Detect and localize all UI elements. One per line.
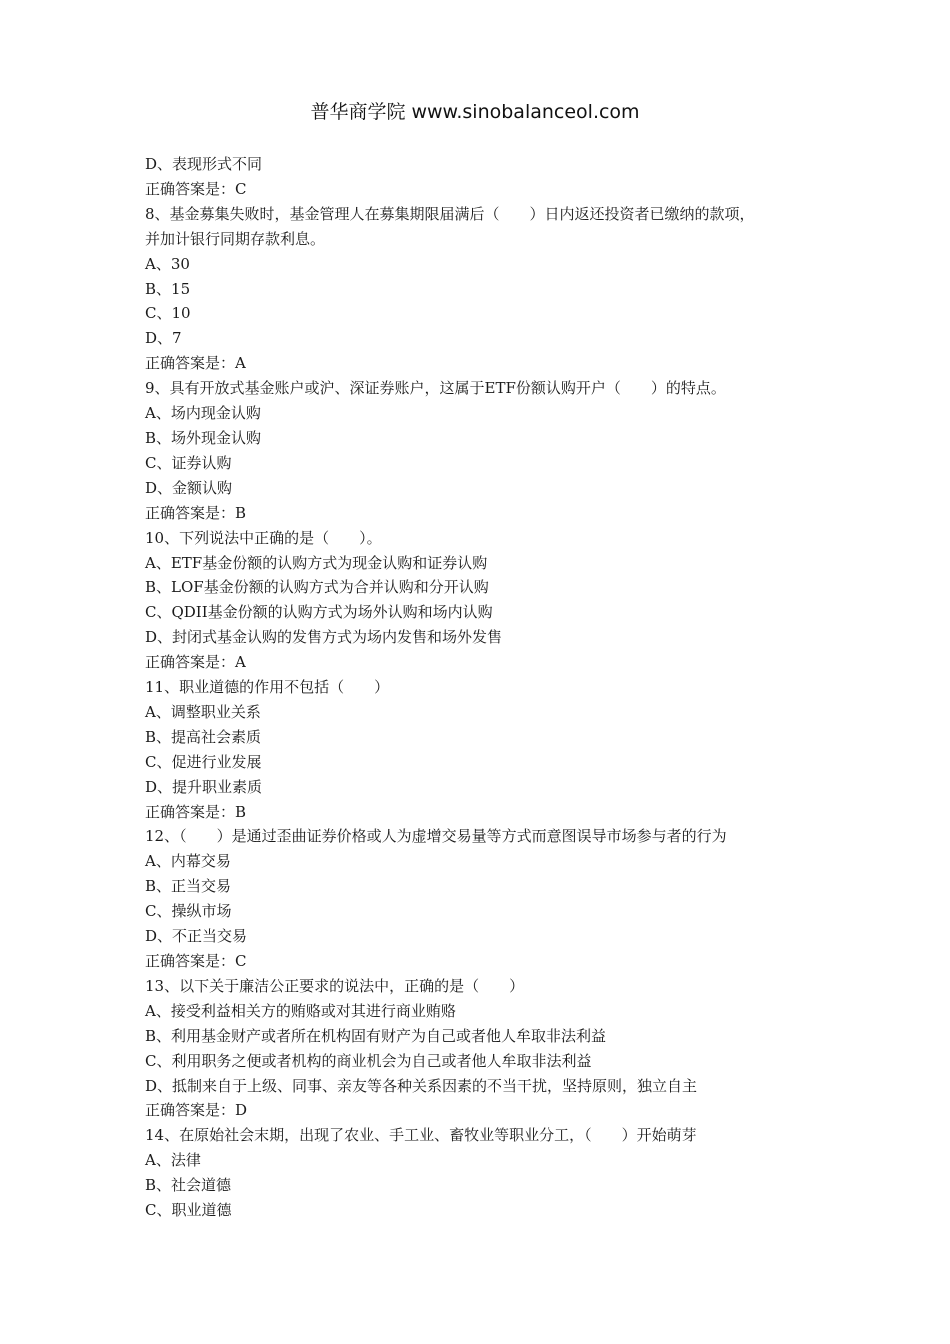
option-line: C、QDII基金份额的认购方式为场外认购和场内认购 xyxy=(145,603,493,622)
option-line: A、内幕交易 xyxy=(145,852,231,871)
option-line: D、金额认购 xyxy=(145,478,233,497)
option-line: C、10 xyxy=(145,304,191,323)
option-line: D、抵制来自于上级、同事、亲友等各种关系因素的不当干扰，坚持原则，独立自主 xyxy=(145,1076,698,1095)
option-line: B、利用基金财产或者所在机构固有财产为自己或者他人牟取非法利益 xyxy=(145,1026,607,1045)
option-line: A、调整职业关系 xyxy=(145,702,261,721)
option-line: A、ETF基金份额的认购方式为现金认购和证券认购 xyxy=(145,553,488,572)
answer-line: 正确答案是：C xyxy=(145,179,247,198)
question-line: 11、职业道德的作用不包括（ ） xyxy=(145,678,390,697)
option-line: A、30 xyxy=(145,254,190,273)
answer-line: 正确答案是：B xyxy=(145,802,247,821)
text-line: D、表现形式不同 xyxy=(145,155,263,173)
question-line: 14、在原始社会末期，出现了农业、手工业、畜牧业等职业分工，（ ）开始萌芽 xyxy=(145,1126,697,1145)
answer-line: 正确答案是：D xyxy=(145,1101,248,1120)
question-line: 并加计银行同期存款利息。 xyxy=(145,229,326,248)
option-line: B、提高社会素质 xyxy=(145,727,262,746)
option-line: D、不正当交易 xyxy=(145,927,248,946)
option-line: D、封闭式基金认购的发售方式为场内发售和场外发售 xyxy=(145,628,503,647)
question-line: 10、下列说法中正确的是（ ）。 xyxy=(145,528,382,547)
option-line: C、职业道德 xyxy=(145,1201,232,1220)
option-line: B、场外现金认购 xyxy=(145,428,262,447)
option-line: B、正当交易 xyxy=(145,877,232,896)
option-line: B、LOF基金份额的认购方式为合并认购和分开认购 xyxy=(145,578,489,597)
option-line: B、15 xyxy=(145,279,191,298)
question-line: 9、具有开放式基金账户或沪、深证券账户，这属于ETF份额认购开户（ ）的特点。 xyxy=(145,379,726,398)
option-line: C、促进行业发展 xyxy=(145,752,262,771)
option-line: C、利用职务之便或者机构的商业机会为自己或者他人牟取非法利益 xyxy=(145,1051,592,1070)
question-line: 8、基金募集失败时，基金管理人在募集期限届满后（ ）日内返还投资者已缴纳的款项， xyxy=(145,204,755,223)
answer-line: 正确答案是：B xyxy=(145,503,247,522)
question-line: 13、以下关于廉洁公正要求的说法中，正确的是（ ） xyxy=(145,976,525,995)
option-line: D、提升职业素质 xyxy=(145,777,263,796)
answer-line: 正确答案是：A xyxy=(145,653,246,672)
option-line: A、接受利益相关方的贿赂或对其进行商业贿赂 xyxy=(145,1001,456,1020)
option-line: B、社会道德 xyxy=(145,1176,232,1195)
answer-line: 正确答案是：C xyxy=(145,952,247,970)
document-body xyxy=(145,152,835,1223)
option-line: A、场内现金认购 xyxy=(145,404,261,423)
option-line: C、证券认购 xyxy=(145,453,232,472)
option-line: D、7 xyxy=(145,329,182,348)
page-header: 普华商学院 www.sinobalanceol.com xyxy=(310,101,640,123)
question-line: 12、（ ）是通过歪曲证券价格或人为虚增交易量等方式而意图误导市场参与者的行为 xyxy=(145,827,727,846)
option-line: C、操纵市场 xyxy=(145,902,232,921)
answer-line: 正确答案是：A xyxy=(145,354,246,373)
option-line: A、法律 xyxy=(145,1151,201,1170)
